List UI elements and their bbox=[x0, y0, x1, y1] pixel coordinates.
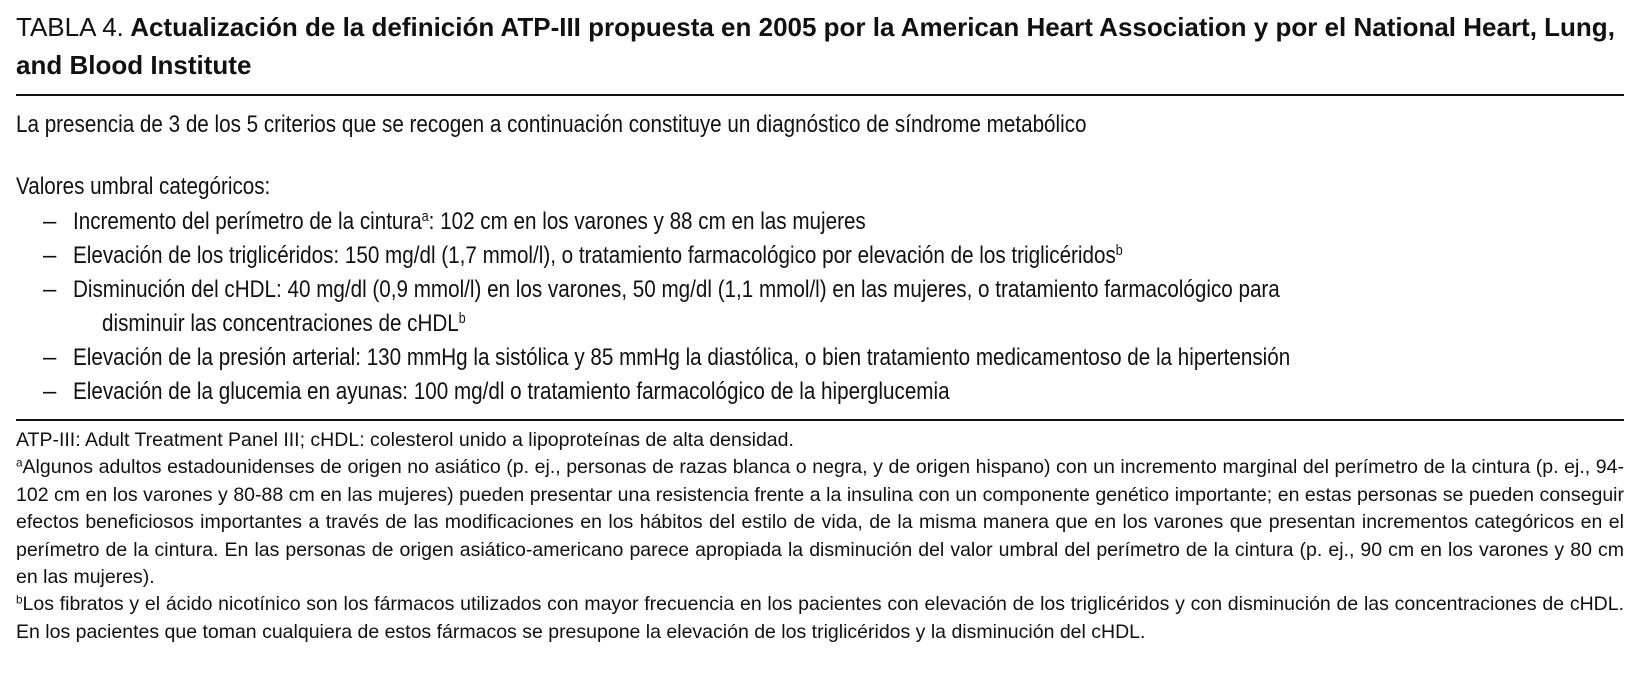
criterion-text: Elevación de la glucemia en ayunas: 100 mg/dl o tratamiento farmacológico de la hiperglucemia bbox=[73, 378, 950, 405]
criterion-line bbox=[73, 239, 1123, 273]
table-notes bbox=[16, 427, 1624, 646]
criterion-text-after: : 102 cm en los varones y 88 cm en las mujeres bbox=[428, 208, 866, 235]
footnote-marker: b bbox=[16, 594, 23, 608]
table-label: TABLA 4. bbox=[16, 12, 124, 42]
list-dash: – bbox=[43, 344, 57, 371]
top-rule bbox=[16, 94, 1624, 96]
middle-rule bbox=[16, 419, 1624, 421]
footnote-marker: a bbox=[421, 209, 429, 226]
table-4 bbox=[16, 8, 1624, 646]
criterion-continuation-text: disminuir las concentraciones de cHDL bbox=[102, 310, 459, 337]
footnote-a-text: Algunos adultos estadounidenses de origen no asiático (p. ej., personas de razas blanca o negra, y de origen hispano) con un incremento marginal del perímetro de la cintura (p. ej., 94-102 cm en los varones y 80-88 cm en las mujeres) pueden presentar una resistencia frente a la insulina con un componente genético importante; en estas personas se pueden conseguir efectos beneficiosos importantes a través de las modificaciones en los hábitos del estilo de vida, de la misma manera que en los varones que presentan incrementos categóricos en el perímetro de la cintura. En las personas de origen asiático-americano parece apropiada la disminución del valor umbral del perímetro de la cintura (p. ej., 90 cm en los varones y 80 cm en las mujeres). bbox=[16, 456, 1624, 589]
section-heading bbox=[16, 171, 1624, 203]
intro-text bbox=[16, 109, 1624, 141]
section-heading-text: Valores umbral categóricos: bbox=[16, 173, 271, 200]
intro-line: La presencia de 3 de los 5 criterios que se recogen a continuación constituye un diagnóstico de síndrome metabólico bbox=[16, 111, 1087, 138]
criterion-text: Incremento del perímetro de la cintura bbox=[73, 208, 422, 235]
list-dash: – bbox=[43, 208, 57, 235]
criterion-line bbox=[73, 273, 1280, 307]
criterion-line bbox=[73, 375, 950, 409]
table-title bbox=[16, 8, 1624, 84]
criterion-waist bbox=[16, 205, 1624, 239]
criterion-line bbox=[73, 341, 1290, 375]
table-title-text: Actualización de la definición ATP-III propuesta en 2005 por la American Heart Association y por el National Heart, Lung, and Blood Institute bbox=[16, 12, 1615, 80]
footnote-a bbox=[16, 454, 1624, 591]
list-dash: – bbox=[43, 378, 57, 405]
footnote-marker: b bbox=[458, 311, 466, 328]
criterion-line bbox=[102, 307, 466, 341]
criteria-list bbox=[16, 205, 1624, 409]
criterion-continuation bbox=[73, 307, 1624, 341]
criterion-hdl bbox=[16, 273, 1624, 341]
abbreviations-note: ATP-III: Adult Treatment Panel III; cHDL: colesterol unido a lipoproteínas de alta densidad. bbox=[16, 429, 794, 451]
criterion-glucose bbox=[16, 375, 1624, 409]
criterion-line bbox=[73, 205, 866, 239]
footnote-marker: a bbox=[16, 456, 23, 470]
footnote-b bbox=[16, 591, 1624, 646]
criterion-triglycerides bbox=[16, 239, 1624, 273]
criterion-text: Disminución del cHDL: 40 mg/dl (0,9 mmol/l) en los varones, 50 mg/dl (1,1 mmol/l) en las mujeres, o tratamiento farmacológico para bbox=[73, 276, 1280, 303]
table-body bbox=[16, 109, 1624, 409]
criterion-text: Elevación de los triglicéridos: 150 mg/dl (1,7 mmol/l), o tratamiento farmacológico por elevación de los triglicéridos bbox=[73, 242, 1116, 269]
footnote-b-text: Los fibratos y el ácido nicotínico son los fármacos utilizados con mayor frecuencia en los pacientes con elevación de los triglicéridos y con disminución de las concentraciones de cHDL. En los pacientes que toman cualquiera de estos fármacos se presupone la elevación de los triglicéridos y la disminución del cHDL. bbox=[16, 593, 1624, 643]
criterion-blood-pressure bbox=[16, 341, 1624, 375]
footnote-marker: b bbox=[1115, 243, 1123, 260]
list-dash: – bbox=[43, 242, 57, 269]
criterion-text: Elevación de la presión arterial: 130 mmHg la sistólica y 85 mmHg la diastólica, o bien tratamiento medicamentoso de la hipertensión bbox=[73, 344, 1291, 371]
list-dash: – bbox=[43, 276, 57, 303]
